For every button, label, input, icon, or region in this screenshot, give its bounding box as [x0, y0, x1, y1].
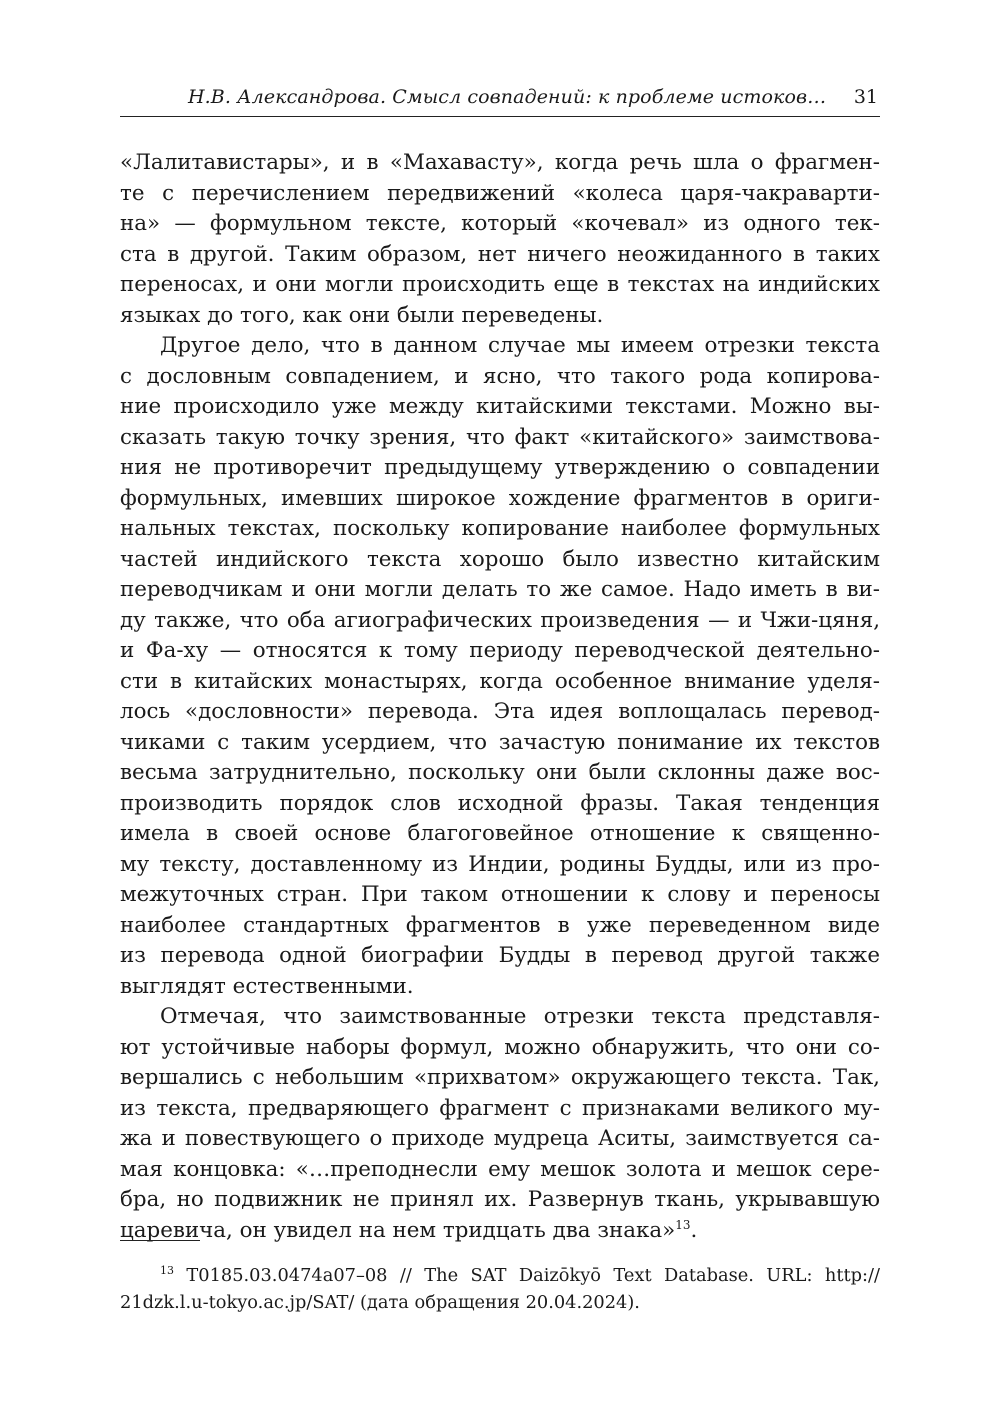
text-line: те с перечислением передвижений «колеса царя-чакраварти-: [120, 180, 880, 206]
text-line: с дословным совпадением, и ясно, что такого рода копирова-: [120, 363, 880, 389]
text-line: языках до того, как они были переведены.: [120, 302, 604, 328]
text-line: вершались с небольшим «прихватом» окружающего текста. Так,: [120, 1065, 880, 1090]
text-line: Отмечая, что заимствованные отрезки текста представля-: [160, 1004, 880, 1029]
text-line: лось «дословности» перевода. Эта идея воплощалась перевод-: [120, 699, 880, 724]
text-line: производить порядок слов исходной фразы. Такая тенденция: [120, 790, 880, 816]
text-line: ния не противоречит предыдущему утверждению о совпадении: [120, 455, 880, 480]
running-header: [120, 86, 880, 117]
text-line: му тексту, доставленному из Индии, родины Будды, или из про-: [120, 851, 880, 877]
footnote-line-1: [120, 1262, 880, 1289]
text-line: весьма затруднительно, поскольку они были склонны даже вос-: [120, 760, 880, 785]
text-line: из перевода одной биографии Будды в перевод другой также: [120, 943, 880, 968]
text-line: формульных, имевших широкое хождение фрагментов в ориги-: [120, 485, 880, 511]
text-line: ду также, что оба агиографических произведения — и Чжи-цяня,: [120, 607, 880, 633]
text-line: наиболее стандартных фрагментов в уже переведенном виде: [120, 912, 880, 938]
text-line: чиками с таким усердием, что зачастую понимание их текстов: [120, 729, 880, 755]
text-line: межуточных стран. При таком отношении к слову и переносы: [120, 882, 880, 907]
text-line: сказать такую точку зрения, что факт «китайского» заимствова-: [120, 424, 880, 450]
text-line: имела в своей основе благоговейное отношение к священно-: [120, 821, 880, 846]
text-line: нальных текстах, поскольку копирование наиболее формульных: [120, 516, 880, 541]
footnote-number: 13: [160, 1264, 174, 1278]
text-line: на» — формульном тексте, который «кочевал» из одного тек-: [120, 211, 880, 236]
text-line: переносах, и они могли происходить еще в текстах на индийских: [120, 272, 880, 297]
body-text: [120, 148, 880, 1246]
sentence-period: .: [690, 1217, 698, 1243]
paragraph-1: [120, 148, 880, 331]
text-line: выглядят естественными.: [120, 973, 414, 999]
paragraph-2: [120, 331, 880, 1002]
text-line: переводчикам и они могли делать то же самое. Надо иметь в ви-: [120, 577, 880, 602]
paragraph-3: [120, 1002, 880, 1246]
page-number: 31: [853, 86, 878, 108]
text-line: Другое дело, что в данном случае мы имеем отрезки текста: [160, 333, 880, 358]
running-title: Н.В. Александрова. Смысл совпадений: к проблеме истоков…: [188, 86, 827, 108]
text-line: из текста, предваряющего фрагмент с признаками великого му-: [120, 1095, 880, 1121]
text-line: жа и повествующего о приходе мудреца Аситы, заимствуется са-: [120, 1126, 880, 1151]
text-line: частей индийского текста хорошо было известно китайским: [120, 546, 880, 572]
footnote-line-2: 21dzk.l.u-tokyo.ac.jp/SAT/ (дата обращения 20.04.2024).: [120, 1292, 640, 1313]
footnote-reference[interactable]: 13: [675, 1217, 691, 1232]
text-line: ют устойчивые наборы формул, можно обнаружить, что они со-: [120, 1034, 880, 1060]
page: [120, 0, 880, 1413]
footnote-separator: [120, 1240, 200, 1241]
footnote: [120, 1262, 880, 1316]
text-line: ние происходило уже между китайскими текстами. Можно вы-: [120, 394, 880, 419]
text-line: бра, но подвижник не принял их. Развернув ткань, укрывавшую: [120, 1187, 880, 1212]
text-line: ста в другой. Таким образом, нет ничего неожиданного в таких: [120, 241, 880, 267]
footnote-text-1: T0185.03.0474a07–08 // The SAT Daizōkyō Text Database. URL: http://: [174, 1265, 880, 1286]
text-line: царевича, он увидел на нем тридцать два знака»$^{13}$.: [120, 1217, 698, 1243]
text-line: «Лалитавистары», и в «Махавасту», когда речь шла о фрагмен-: [120, 150, 880, 175]
text-line: сти в китайских монастырях, когда особенное внимание уделя-: [120, 668, 880, 694]
text-line: мая концовка: «…преподнесли ему мешок золота и мешок сере-: [120, 1156, 880, 1182]
text-line: и Фа-ху — относятся к тому периоду переводческой деятельно-: [120, 638, 880, 663]
